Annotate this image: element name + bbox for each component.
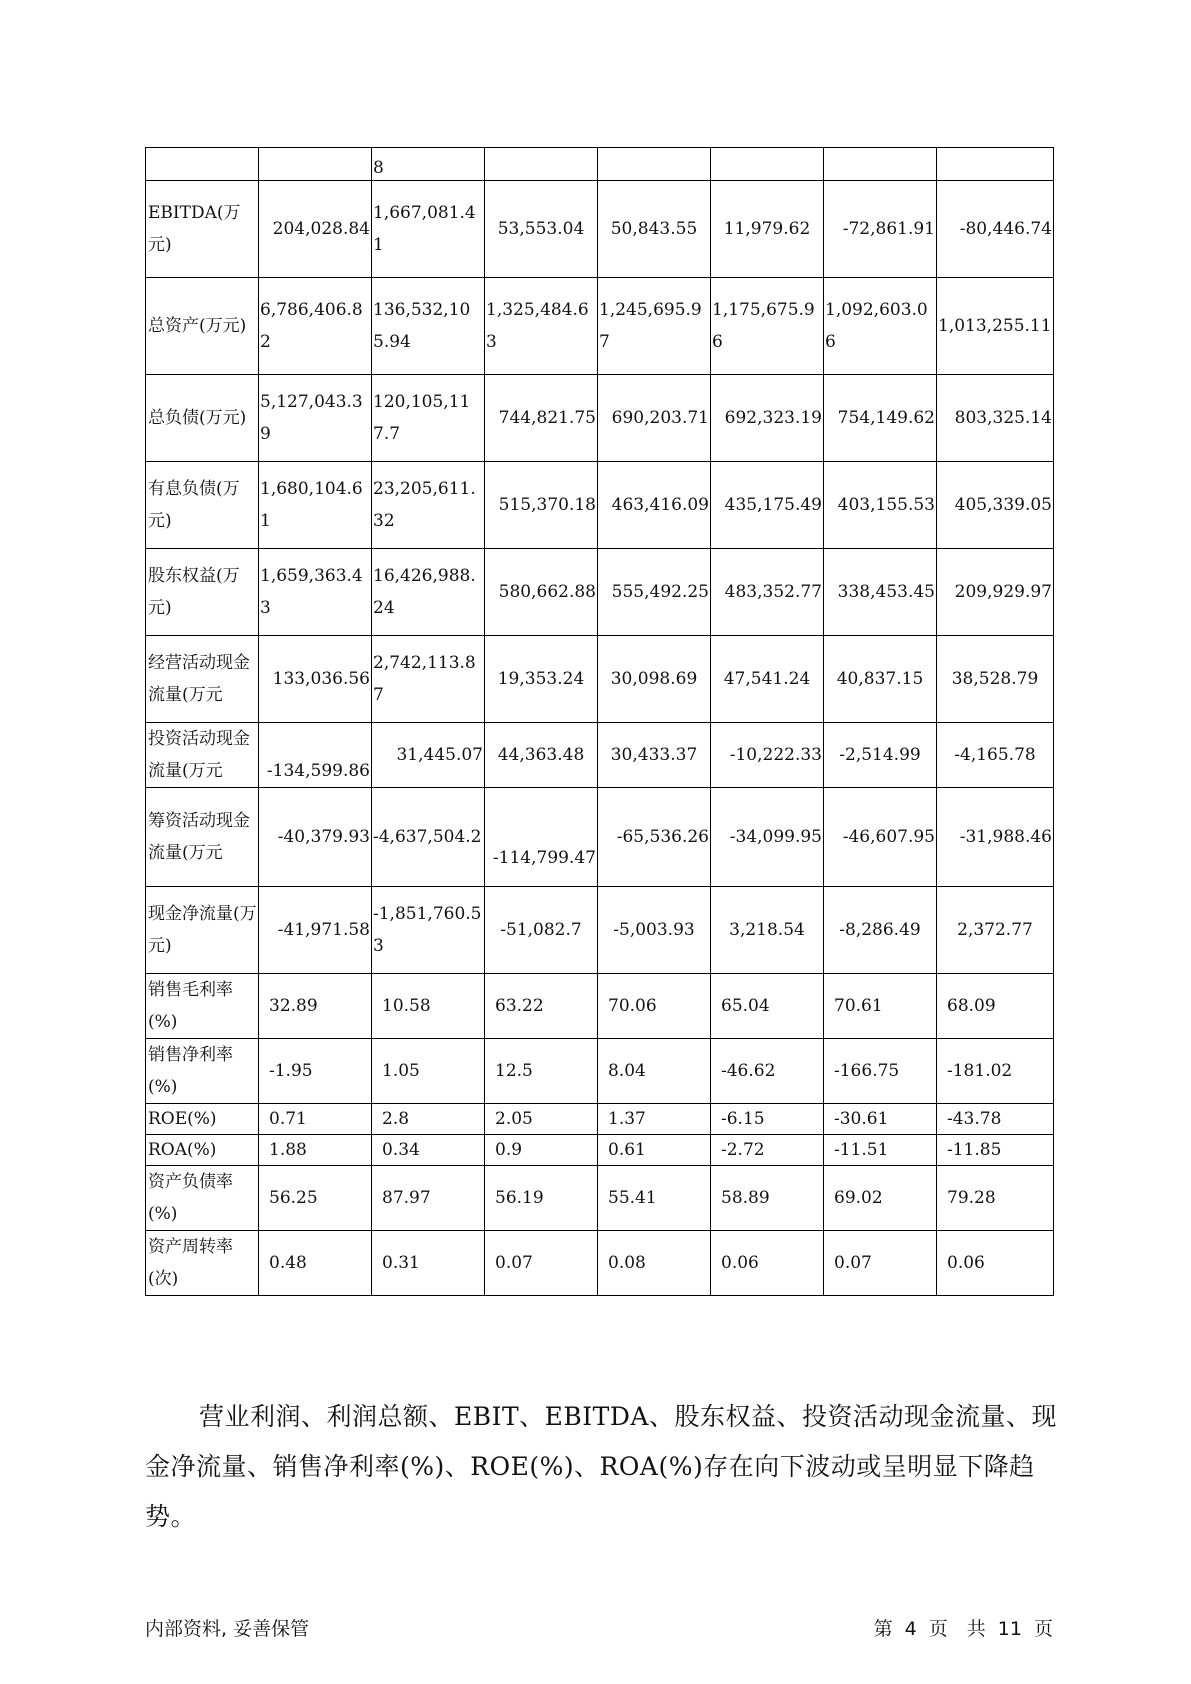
table-cell: 87.97 (372, 1166, 485, 1231)
table-cell: 0.07 (485, 1231, 598, 1296)
table-cell: 403,155.53 (824, 462, 937, 549)
row-label: 股东权益(万元) (146, 549, 259, 636)
table-cell: -6.15 (711, 1104, 824, 1135)
table-cell: 5,127,043.39 (259, 375, 372, 462)
table-cell: 68.09 (937, 974, 1054, 1039)
table-cell: -51,082.7 (485, 887, 598, 974)
table-cell: 23,205,611.32 (372, 462, 485, 549)
row-label: 资产周转率(次) (146, 1231, 259, 1296)
table-cell: 19,353.24 (485, 636, 598, 723)
table-cell: 209,929.97 (937, 549, 1054, 636)
table-row (146, 549, 1054, 636)
table-row (146, 1231, 1054, 1296)
table-cell: 30,098.69 (598, 636, 711, 723)
table-cell: 0.61 (598, 1135, 711, 1166)
table-cell: 1,013,255.11 (937, 278, 1054, 375)
table-cell: 47,541.24 (711, 636, 824, 723)
table-cell: 0.08 (598, 1231, 711, 1296)
table-cell: 1.88 (259, 1135, 372, 1166)
table-cell: 70.61 (824, 974, 937, 1039)
table-cell: 53,553.04 (485, 181, 598, 278)
table-cell: 10.58 (372, 974, 485, 1039)
table-cell: 30,433.37 (598, 723, 711, 788)
table-cell: -181.02 (937, 1039, 1054, 1104)
table-cell: -4,637,504.2 (372, 788, 485, 887)
row-label: 销售净利率(%) (146, 1039, 259, 1104)
row-label: ROA(%) (146, 1135, 259, 1166)
table-cell: -2.72 (711, 1135, 824, 1166)
table-cell (259, 148, 372, 181)
table-cell: 338,453.45 (824, 549, 937, 636)
table-cell: 1,245,695.97 (598, 278, 711, 375)
table-cell: 40,837.15 (824, 636, 937, 723)
table-row (146, 1166, 1054, 1231)
table-row (146, 1039, 1054, 1104)
table-cell: 0.9 (485, 1135, 598, 1166)
row-label: 经营活动现金流量(万元 (146, 636, 259, 723)
table-cell: 31,445.07 (372, 723, 485, 788)
table-cell: 133,036.56 (259, 636, 372, 723)
table-cell (937, 148, 1054, 181)
table-row (146, 181, 1054, 278)
table-cell: 405,339.05 (937, 462, 1054, 549)
financial-table (145, 147, 1054, 1296)
row-label: 销售毛利率(%) (146, 974, 259, 1039)
table-cell: 1.05 (372, 1039, 485, 1104)
table-cell (485, 148, 598, 181)
table-row (146, 278, 1054, 375)
table-cell: -80,446.74 (937, 181, 1054, 278)
table-cell: 12.5 (485, 1039, 598, 1104)
table-cell (824, 148, 937, 181)
table-cell: 435,175.49 (711, 462, 824, 549)
table-cell: 136,532,105.94 (372, 278, 485, 375)
table-cell: -10,222.33 (711, 723, 824, 788)
table-cell: 0.34 (372, 1135, 485, 1166)
table-cell: 744,821.75 (485, 375, 598, 462)
summary-paragraph: 营业利润、利润总额、EBIT、EBITDA、股东权益、投资活动现金流量、现金净流量、销售净利率(%)、ROE(%)、ROA(%)存在向下波动或呈明显下降趋势。 (145, 1402, 1057, 1531)
table-cell: -41,971.58 (259, 887, 372, 974)
table-cell: 1,667,081.41 (372, 181, 485, 278)
table-cell: 2.8 (372, 1104, 485, 1135)
table-cell: -134,599.86 (259, 723, 372, 788)
table-cell: 11,979.62 (711, 181, 824, 278)
table-cell: 56.19 (485, 1166, 598, 1231)
table-cell: 1,175,675.96 (711, 278, 824, 375)
table-cell: -114,799.47 (485, 788, 598, 887)
table-cell: -43.78 (937, 1104, 1054, 1135)
table-row (146, 636, 1054, 723)
table-cell (598, 148, 711, 181)
table-cell: 803,325.14 (937, 375, 1054, 462)
table-cell: -34,099.95 (711, 788, 824, 887)
row-label: 总资产(万元) (146, 278, 259, 375)
table-cell: 754,149.62 (824, 375, 937, 462)
table-cell: 690,203.71 (598, 375, 711, 462)
row-label: 总负债(万元) (146, 375, 259, 462)
footer-page-number: 第 4 页 共 11 页 (873, 1618, 1053, 1640)
footer-confidential-note: 内部资料, 妥善保管 (145, 1618, 310, 1640)
table-cell: -46,607.95 (824, 788, 937, 887)
row-label: 资产负债率(%) (146, 1166, 259, 1231)
table-cell: 0.07 (824, 1231, 937, 1296)
row-label (146, 148, 259, 181)
table-cell: 79.28 (937, 1166, 1054, 1231)
table-row (146, 788, 1054, 887)
table-cell: 0.06 (937, 1231, 1054, 1296)
table-cell: 69.02 (824, 1166, 937, 1231)
table-cell: 1,092,603.06 (824, 278, 937, 375)
table-cell: -31,988.46 (937, 788, 1054, 887)
table-cell: 56.25 (259, 1166, 372, 1231)
table-cell: 70.06 (598, 974, 711, 1039)
table-cell: 0.71 (259, 1104, 372, 1135)
table-cell: 1,325,484.63 (485, 278, 598, 375)
table-row (146, 1104, 1054, 1135)
table-cell: 3,218.54 (711, 887, 824, 974)
table-cell: 8 (372, 148, 485, 181)
table-cell: 8.04 (598, 1039, 711, 1104)
table-row (146, 887, 1054, 974)
table-row (146, 974, 1054, 1039)
table-cell (711, 148, 824, 181)
table-cell: 0.48 (259, 1231, 372, 1296)
table-cell: -1.95 (259, 1039, 372, 1104)
table-cell: 0.31 (372, 1231, 485, 1296)
table-cell: -40,379.93 (259, 788, 372, 887)
table-cell: -2,514.99 (824, 723, 937, 788)
table-cell: -65,536.26 (598, 788, 711, 887)
table-cell: 1.37 (598, 1104, 711, 1135)
table-cell: 580,662.88 (485, 549, 598, 636)
table-cell: 483,352.77 (711, 549, 824, 636)
table-cell: 463,416.09 (598, 462, 711, 549)
table-row (146, 375, 1054, 462)
table-cell: -4,165.78 (937, 723, 1054, 788)
table-cell: -8,286.49 (824, 887, 937, 974)
table-cell: 65.04 (711, 974, 824, 1039)
table-cell: -5,003.93 (598, 887, 711, 974)
table-cell: -1,851,760.53 (372, 887, 485, 974)
table-cell: 692,323.19 (711, 375, 824, 462)
table-cell: 515,370.18 (485, 462, 598, 549)
table-cell: -30.61 (824, 1104, 937, 1135)
row-label: 现金净流量(万元) (146, 887, 259, 974)
table-cell: 1,680,104.61 (259, 462, 372, 549)
table-cell: -72,861.91 (824, 181, 937, 278)
table-cell: 63.22 (485, 974, 598, 1039)
table-cell: -46.62 (711, 1039, 824, 1104)
table-cell: -166.75 (824, 1039, 937, 1104)
row-label: 有息负债(万元) (146, 462, 259, 549)
table-cell: 16,426,988.24 (372, 549, 485, 636)
table-cell: 58.89 (711, 1166, 824, 1231)
table-row (146, 462, 1054, 549)
table-cell: -11.85 (937, 1135, 1054, 1166)
table-cell: 1,659,363.43 (259, 549, 372, 636)
table-cell: 38,528.79 (937, 636, 1054, 723)
table-row (146, 148, 1054, 181)
table-cell: 204,028.84 (259, 181, 372, 278)
row-label: 筹资活动现金流量(万元 (146, 788, 259, 887)
table-cell: 120,105,117.7 (372, 375, 485, 462)
table-row (146, 1135, 1054, 1166)
table-cell: 32.89 (259, 974, 372, 1039)
table-cell: 0.06 (711, 1231, 824, 1296)
table-cell: 555,492.25 (598, 549, 711, 636)
table-cell: 2.05 (485, 1104, 598, 1135)
table-cell: 2,372.77 (937, 887, 1054, 974)
table-cell: 6,786,406.82 (259, 278, 372, 375)
table-cell: 44,363.48 (485, 723, 598, 788)
table-row (146, 723, 1054, 788)
table-cell: 2,742,113.87 (372, 636, 485, 723)
row-label: ROE(%) (146, 1104, 259, 1135)
table-cell: 55.41 (598, 1166, 711, 1231)
row-label: 投资活动现金流量(万元 (146, 723, 259, 788)
row-label: EBITDA(万元) (146, 181, 259, 278)
table-cell: 50,843.55 (598, 181, 711, 278)
table-cell: -11.51 (824, 1135, 937, 1166)
